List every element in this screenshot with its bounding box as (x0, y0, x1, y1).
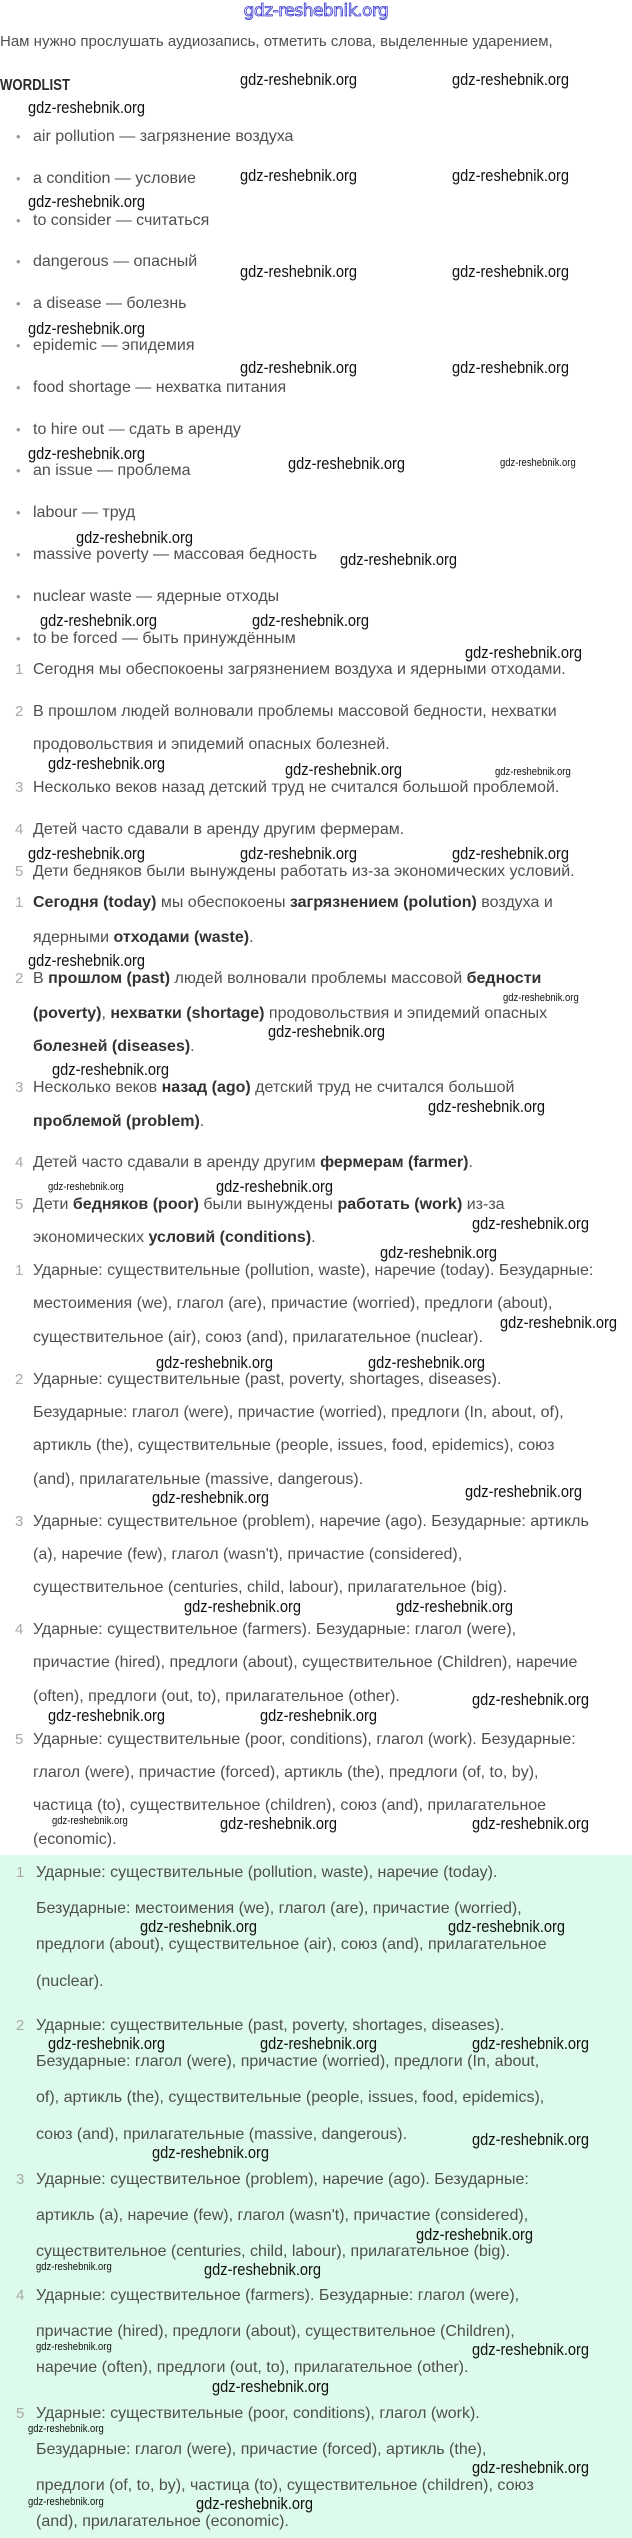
stressed-sentence-line (33, 1005, 547, 1023)
watermark: gdz-reshebnik.org (76, 528, 194, 547)
stressed-sentence-line (33, 1196, 505, 1214)
watermark: gdz-reshebnik.org (28, 98, 146, 117)
sentence-line: Детей часто сдавали в аренду другим фермерам. (33, 821, 405, 838)
watermark: gdz-reshebnik.org (28, 192, 146, 211)
text-segment: экономических (33, 1229, 149, 1246)
task-instruction: Нам нужно прослушать аудиозапись, отметить слова, выделенные ударением, (0, 33, 553, 50)
stressed-sentence-number: 5 (15, 1196, 24, 1213)
watermark: gdz-reshebnik.org (472, 2034, 590, 2053)
sentence-line: Несколько веков назад детский труд не считался большой проблемой. (33, 779, 560, 796)
bullet-icon: • (16, 212, 21, 228)
text-segment: Дети (33, 1196, 73, 1213)
answer-line: союз (and), прилагательные (massive, dangerous). (36, 2126, 408, 2143)
analysis-line: существительное (air), союз (and), прилагательное (nuclear). (33, 1329, 483, 1346)
watermark: gdz-reshebnik.org (472, 2130, 590, 2149)
watermark: gdz-reshebnik.org (28, 444, 146, 463)
wordlist-title: WORDLIST (0, 77, 70, 94)
watermark: gdz-reshebnik.org (28, 2423, 104, 2435)
watermark: gdz-reshebnik.org (452, 358, 570, 377)
answer-line: Ударные: существительное (farmers). Безударные: глагол (were), (36, 2287, 520, 2304)
watermark: gdz-reshebnik.org (28, 319, 146, 338)
analysis-line: артикль (the), существительные (people, issues, food, epidemics), союз (33, 1437, 555, 1454)
stressed-word: нехватки (shortage) (110, 1005, 265, 1022)
answer-line: of), артикль (the), существительные (people, issues, food, epidemics), (36, 2089, 545, 2106)
watermark: gdz-reshebnik.org (152, 2143, 270, 2162)
watermark: gdz-reshebnik.org (240, 166, 358, 185)
answer-line: (and), прилагательное (economic). (36, 2513, 289, 2530)
sentence-line: В прошлом людей волновали проблемы массовой бедности, нехватки (33, 703, 557, 720)
answer-block-background (0, 1855, 632, 2538)
analysis-line: (economic). (33, 1831, 117, 1848)
answer-number: 1 (16, 1864, 25, 1881)
watermark: gdz-reshebnik.org (240, 70, 358, 89)
sentence-line: Дети бедняков были вынуждены работать из-за экономических условий. (33, 863, 575, 880)
stressed-sentence-line (33, 1113, 204, 1131)
answer-line: Безударные: глагол (were), причастие (worried), предлоги (In, about, (36, 2053, 540, 2070)
wordlist-item: a condition — условие (33, 169, 196, 187)
watermark: gdz-reshebnik.org (472, 1814, 590, 1833)
answer-line: Ударные: существительные (pollution, waste), наречие (today). (36, 1864, 498, 1881)
answer-line: предлоги (of, to, by), частица (to), существительное (children), союз (36, 2477, 534, 2494)
stressed-word: болезней (diseases) (33, 1038, 191, 1055)
watermark: gdz-reshebnik.org (212, 2377, 330, 2396)
wordlist-item: labour — труд (33, 504, 136, 522)
sentence-number: 3 (15, 779, 24, 796)
stressed-word: проблемой (problem) (33, 1113, 200, 1130)
text-segment: продовольствия и эпидемий опасных (264, 1005, 548, 1022)
stressed-sentence-line (33, 970, 541, 988)
stressed-sentence-line (33, 1038, 195, 1056)
watermark: gdz-reshebnik.org (288, 454, 406, 473)
bullet-icon: • (16, 379, 21, 395)
analysis-line: Ударные: существительные (pollution, waste), наречие (today). Безударные: (33, 1262, 594, 1279)
watermark: gdz-reshebnik.org (452, 70, 570, 89)
sentence-number: 1 (15, 661, 24, 678)
watermark: gdz-reshebnik.org (52, 1060, 170, 1079)
answer-line: наречие (often), предлоги (out, to), прилагательное (other). (36, 2359, 469, 2376)
answer-number: 3 (16, 2171, 25, 2188)
watermark: gdz-reshebnik.org (204, 2260, 322, 2279)
stressed-sentence-number: 4 (15, 1154, 24, 1171)
bullet-icon: • (16, 463, 21, 479)
text-segment: Несколько веков (33, 1079, 162, 1096)
watermark: gdz-reshebnik.org (396, 1597, 514, 1616)
sentence-number: 2 (15, 703, 24, 720)
watermark: gdz-reshebnik.org (28, 2496, 104, 2508)
watermark: gdz-reshebnik.org (184, 1597, 302, 1616)
bullet-icon: • (16, 630, 21, 646)
watermark: gdz-reshebnik.org (260, 2034, 378, 2053)
stressed-word: загрязнением (polution) (289, 894, 477, 911)
bullet-icon: • (16, 129, 21, 144)
answer-line: Безударные: глагол (were), причастие (forced), артикль (the), (36, 2441, 487, 2458)
analysis-line: причастие (hired), предлоги (about), существительное (Children), наречие (33, 1654, 578, 1671)
analysis-line: глагол (were), причастие (forced), артикль (the), предлоги (of, to, by), (33, 1764, 539, 1781)
watermark: gdz-reshebnik.org (465, 643, 583, 662)
stressed-word: отходами (waste) (113, 929, 250, 946)
text-segment: . (311, 1229, 316, 1246)
analysis-line: местоимения (we), глагол (are), причастие (worried), предлоги (about), (33, 1295, 553, 1312)
analysis-number: 3 (15, 1513, 24, 1530)
watermark: gdz-reshebnik.org (495, 766, 571, 778)
watermark: gdz-reshebnik.org (252, 611, 370, 630)
wordlist-item: massive poverty — массовая бедность (33, 546, 318, 563)
watermark: gdz-reshebnik.org (216, 1177, 334, 1196)
stressed-word: прошлом (past) (48, 970, 171, 987)
watermark: gdz-reshebnik.org (196, 2494, 314, 2513)
bullet-icon: • (16, 588, 21, 604)
text-segment: воздуха и (476, 894, 553, 911)
sentence-line: Сегодня мы обеспокоены загрязнением воздуха и ядерными отходами. (33, 661, 566, 678)
stressed-sentence-number: 3 (15, 1079, 24, 1096)
watermark: gdz-reshebnik.org (28, 844, 146, 863)
watermark: gdz-reshebnik.org (452, 166, 570, 185)
site-logo-watermark: gdz-reshebnik.org (243, 1, 389, 21)
stressed-word: (poverty) (33, 1005, 102, 1022)
watermark: gdz-reshebnik.org (285, 760, 403, 779)
analysis-line: частица (to), существительное (children), союз (and), прилагательное (33, 1797, 547, 1814)
stressed-sentence-line (33, 1079, 514, 1097)
wordlist-item: air pollution — загрязнение воздуха (33, 128, 294, 145)
watermark: gdz-reshebnik.org (428, 1097, 546, 1116)
watermark: gdz-reshebnik.org (48, 1181, 124, 1193)
stressed-word: фермерам (farmer) (320, 1154, 469, 1171)
text-segment: ядерными (33, 929, 114, 946)
watermark: gdz-reshebnik.org (380, 1243, 498, 1262)
text-segment: мы обеспокоены (156, 894, 290, 911)
answer-line: Ударные: существительное (problem), наречие (ago). Безударные: (36, 2171, 529, 2188)
text-segment: Детей часто сдавали в аренду другим (33, 1154, 321, 1171)
watermark: gdz-reshebnik.org (452, 844, 570, 863)
watermark: gdz-reshebnik.org (472, 2458, 590, 2477)
watermark: gdz-reshebnik.org (268, 1022, 386, 1041)
wordlist-item: nuclear waste — ядерные отходы (33, 587, 280, 605)
watermark: gdz-reshebnik.org (240, 358, 358, 377)
wordlist-item: to consider — считаться (33, 211, 210, 229)
watermark: gdz-reshebnik.org (500, 457, 576, 469)
answer-line: причастие (hired), предлоги (about), существительное (Children), (36, 2323, 515, 2340)
stressed-word: бедности (466, 970, 542, 987)
bullet-icon: • (16, 296, 21, 312)
bullet-icon: • (16, 505, 21, 521)
analysis-line: Безударные: глагол (were), причастие (worried), предлоги (In, about, of), (33, 1404, 564, 1421)
stressed-sentence-line (33, 894, 553, 912)
watermark: gdz-reshebnik.org (140, 1917, 258, 1936)
wordlist-item: to hire out — сдать в аренду (33, 420, 241, 438)
answer-line: Ударные: существительные (past, poverty, shortages, diseases). (36, 2017, 505, 2034)
answer-line: Безударные: местоимения (we), глагол (are), причастие (worried), (36, 1900, 522, 1917)
watermark: gdz-reshebnik.org (472, 1690, 590, 1709)
wordlist-item: a disease — болезнь (33, 295, 187, 313)
watermark: gdz-reshebnik.org (36, 2261, 112, 2273)
watermark: gdz-reshebnik.org (416, 2225, 534, 2244)
watermark: gdz-reshebnik.org (52, 1815, 128, 1827)
stressed-word: условий (conditions) (148, 1229, 312, 1246)
stressed-word: назад (ago) (161, 1079, 251, 1096)
watermark: gdz-reshebnik.org (220, 1814, 338, 1833)
bullet-icon: • (16, 421, 21, 437)
watermark: gdz-reshebnik.org (452, 262, 570, 281)
text-segment: В (33, 970, 49, 987)
wordlist-item: to be forced — быть принуждённым (33, 629, 296, 647)
sentence-number: 4 (15, 821, 24, 838)
text-segment: были вынуждены (198, 1196, 338, 1213)
text-segment: . (199, 1113, 205, 1130)
watermark: gdz-reshebnik.org (472, 1214, 590, 1233)
stressed-sentence-number: 1 (15, 894, 24, 911)
bullet-icon: • (16, 170, 21, 186)
text-segment: из-за (462, 1196, 505, 1213)
stressed-sentence-line (33, 1154, 473, 1172)
stressed-word: работать (work) (337, 1196, 463, 1213)
watermark: gdz-reshebnik.org (156, 1353, 274, 1372)
analysis-line: Ударные: существительные (poor, conditions), глагол (work). Безударные: (33, 1731, 576, 1748)
watermark: gdz-reshebnik.org (48, 2034, 166, 2053)
watermark: gdz-reshebnik.org (36, 2341, 112, 2353)
analysis-number: 1 (15, 1262, 24, 1279)
analysis-line: Ударные: существительное (problem), наречие (ago). Безударные: артикль (33, 1513, 589, 1530)
sentence-number: 5 (15, 863, 24, 880)
analysis-line: (a), наречие (few), глагол (wasn't), причастие (considered), (33, 1546, 463, 1563)
watermark: gdz-reshebnik.org (368, 1353, 486, 1372)
wordlist-item: dangerous — опасный (33, 253, 198, 271)
watermark: gdz-reshebnik.org (448, 1917, 566, 1936)
text-segment: , (101, 1005, 111, 1022)
analysis-line: Ударные: существительное (farmers). Безударные: глагол (were), (33, 1621, 517, 1638)
watermark: gdz-reshebnik.org (465, 1482, 583, 1501)
watermark: gdz-reshebnik.org (28, 951, 146, 970)
text-segment: . (249, 929, 254, 946)
wordlist-item: food shortage — нехватка питания (33, 378, 287, 396)
watermark: gdz-reshebnik.org (503, 992, 579, 1004)
watermark: gdz-reshebnik.org (340, 550, 458, 569)
answer-line: предлоги (about), существительное (air), союз (and), прилагательное (36, 1936, 547, 1953)
sentence-line: продовольствия и эпидемий опасных болезней. (33, 736, 390, 753)
analysis-number: 2 (15, 1371, 24, 1388)
stressed-sentence-line (33, 1229, 316, 1247)
bullet-icon: • (16, 547, 21, 562)
analysis-number: 5 (15, 1731, 24, 1748)
answer-number: 2 (16, 2017, 25, 2034)
wordlist-item: an issue — проблема (33, 462, 191, 480)
bullet-icon: • (16, 254, 21, 270)
stressed-sentence-line (33, 929, 254, 947)
watermark: gdz-reshebnik.org (240, 844, 358, 863)
watermark: gdz-reshebnik.org (152, 1488, 270, 1507)
watermark: gdz-reshebnik.org (240, 262, 358, 281)
watermark: gdz-reshebnik.org (48, 754, 166, 773)
text-segment: детский труд не считался большой (250, 1079, 515, 1096)
text-segment: . (190, 1038, 195, 1055)
watermark: gdz-reshebnik.org (48, 1706, 166, 1725)
answer-line: Ударные: существительные (poor, conditions), глагол (work). (36, 2405, 480, 2422)
bullet-icon: • (16, 338, 21, 353)
analysis-line: (often), предлоги (out, to), прилагательное (other). (33, 1688, 400, 1705)
watermark: gdz-reshebnik.org (500, 1313, 618, 1332)
answer-number: 4 (16, 2287, 25, 2304)
analysis-line: существительное (centuries, child, labour), прилагательное (big). (33, 1579, 508, 1596)
watermark: gdz-reshebnik.org (472, 2340, 590, 2359)
watermark: gdz-reshebnik.org (260, 1706, 378, 1725)
analysis-number: 4 (15, 1621, 24, 1638)
stressed-word: бедняков (poor) (72, 1196, 199, 1213)
answer-number: 5 (16, 2405, 25, 2422)
analysis-line: (and), прилагательные (massive, dangerous). (33, 1471, 364, 1488)
answer-line: артикль (a), наречие (few), глагол (wasn't), причастие (considered), (36, 2207, 529, 2224)
wordlist-item: epidemic — эпидемия (33, 337, 195, 354)
stressed-sentence-number: 2 (15, 970, 24, 987)
watermark: gdz-reshebnik.org (40, 611, 158, 630)
analysis-line: Ударные: существительные (past, poverty, shortages, diseases). (33, 1371, 502, 1388)
stressed-word: Сегодня (today) (33, 894, 157, 911)
text-segment: людей волновали проблемы массовой (170, 970, 467, 987)
answer-line: существительное (centuries, child, labour), прилагательное (big). (36, 2243, 511, 2260)
text-segment: . (468, 1154, 473, 1171)
answer-line: (nuclear). (36, 1973, 104, 1990)
